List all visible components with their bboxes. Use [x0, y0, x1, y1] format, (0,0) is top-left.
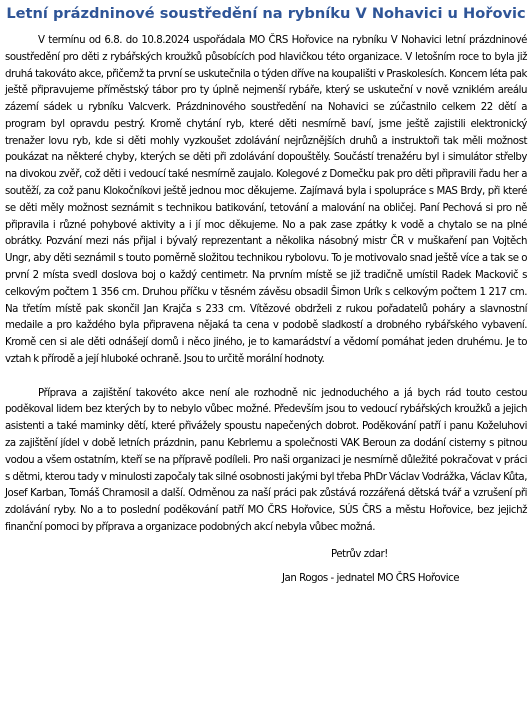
paragraph-1: V termínu od 6.8. do 10.8.2024 uspořádala MO ČRS Hořovice na rybníku V Nohavici letní prázdninové soustředění pro děti z rybářských kroužků působících pod hlavičkou této organizace. V letošním roce to byla již druhá takováto akce, přičemž ta první se uskutečnila o týden dříve na koupališti v Praskolesích. Koncem léta pak ještě připravujeme příměstský tábor pro ty úplně nejmenší rybáře, který se uskuteční v nově vzniklém areálu zázemí sádek u rybníku Valcverk. Prázdninového soustředění na Nohavici se zúčastnilo celkem 22 dětí a program byl opravdu pestrý. Kromě chytání ryb, které děti nesmírně baví, jsme ještě zajistili elektronický trenažer lovu ryb, kde si děti mohly vyzkoušet zdolávání nejrůznějších druhů a instruktoři tak měli možnost poukázat na některé chyby, kterých se děti při zdolávání dopouštěly. Součástí trenažéru byl i simulátor střelby na divokou zvěř, což děti i vedoucí také nesmírně zaujalo. Kolegové z Domečku pak pro děti připravili řadu her a soutěží, za což panu Klokočníkovi ještě jednou moc děkujeme. Zajímavá byla i spolupráce s MAS Brdy, při které se děti měly možnost seznámit s technikou batikování, tetování a malování na obličej. Paní Pechová si pro ně připravila i různé pohybové aktivity a i jí moc děkujeme. No a pak zase zpátky k vodě a chytalo se na plné obrátky. Pozvání mezi nás přijal i bývalý reprezentant a několika násobný mistr ČR v muškaření pan Vojtěch Ungr, aby děti seznámil s touto poměrně složitou technikou rybolovu. To je motivovalo snad ještě více a tak se o první 2 místa svedl doslova boj o každý centimetr. Na prvním místě se již tradičně umístil Radek Mackovič s celkovým počtem 1 356 cm. Druhou příčku v těsném závěsu obsadil Šimon Urík s celkovým počtem 1 217 cm. Na třetím místě pak skončil Jan Krajča s 233 cm. Vítězové obdrželi z rukou pořadatelů poháry a slavnostní medaile a pro každého byla připravena nějaká ta cena v podobě sladkostí a drobného rybářského vybavení. Kromě cen si ale děti odnášejí domů i něco jiného, je to kamarádství a vědomí pomáhat jeden druhému. Je to vztah k přírodě a její hluboké ochraně. Jsou to určitě morální hodnoty. — [5, 35, 527, 365]
paragraph-2: Příprava a zajištění takovéto akce není ale rozhodně nic jednoduchého a já bych rád touto cestou poděkoval lidem bez kterých by to nebylo vůbec možné. Především jsou to vedoucí rybářských kroužků a jejich asistenti a také maminky dětí, které přivážely spoustu napečených dobrot. Poděkování patří i panu Koželuhovi za zajištění jídel v době letních prázdnin, panu Kebrlemu a společnosti VAK Beroun za dodání cisterny s pitnou vodou a všem ostatním, kteří se na přípravě podíleli. Pro naši organizaci je nesmírně důležité pokračovat v práci s dětmi, kterou tady v minulosti započaly tak silné osobnosti jakými byl třeba PhDr Václav Vodrážka, Václav Kůta, Josef Karban, Tomáš Chramosil a další. Odměnou za naší práci pak zůstává rozzářená dětská tvář a vzrušení při zdolávání ryby. No a to poslední poděkování patří MO ČRS Hořovice, SÚS ČRS a městu Hořovice, bez jejichž finanční pomoci by příprava a organizace podobných akcí nebyla vůbec možná. — [5, 387, 527, 533]
document-title: Letní prázdninové soustředění na rybníku V Nohavici u Hořovic — [6, 5, 526, 22]
signature: Jan Rogos - jednatel MO ČRS Hořovice — [282, 573, 460, 585]
greeting: Petrův zdar! — [331, 548, 388, 560]
